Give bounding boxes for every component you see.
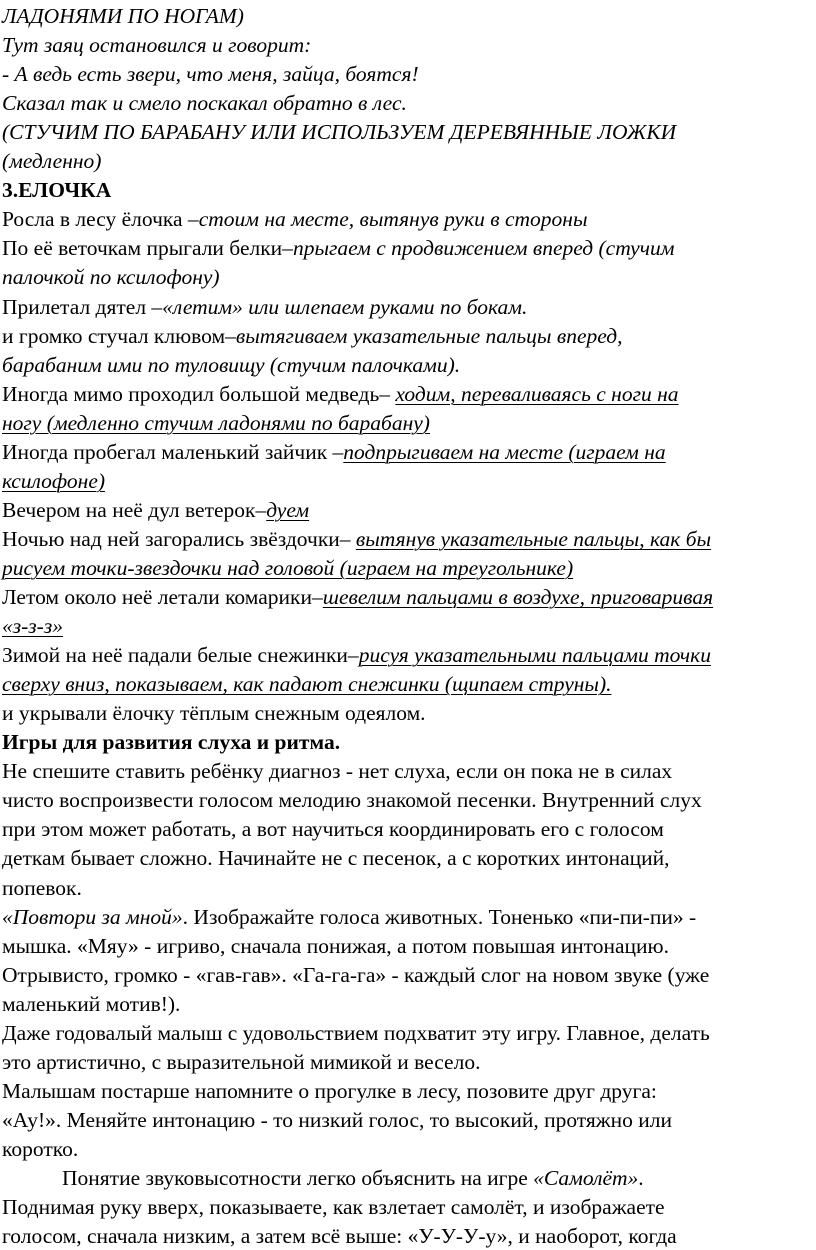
text-segment: ЛАДОНЯМИ ПО НОГАМ) — [2, 4, 244, 28]
text-line — [2, 1193, 665, 1221]
text-segment: вытянув указательные пальцы, как бы — [355, 526, 712, 551]
text-segment: Не спешите ставить ребёнку диагноз - нет слуха, если он пока не в силах — [2, 759, 673, 784]
text-line — [2, 409, 430, 437]
text-segment: при этом может работать, а вот научиться координировать его с голосом — [2, 817, 664, 842]
text-segment: рисуя указательными пальцами точки — [358, 643, 711, 668]
text-line — [2, 293, 527, 321]
text-line — [2, 612, 63, 640]
text-line — [2, 205, 588, 233]
text-line — [2, 815, 664, 843]
text-segment: Летом около неё летали комарики– — [2, 585, 323, 609]
text-segment: и громко стучал клювом– — [2, 323, 236, 348]
text-line — [2, 932, 669, 960]
text-line — [2, 234, 674, 262]
text-segment: Иногда пробегал маленький зайчик – — [2, 439, 344, 464]
text-line — [2, 728, 340, 756]
text-segment: «Ау!». Меняйте интонацию - то низкий голос, то высокий, протяжно или — [2, 1107, 673, 1132]
text-line — [2, 438, 666, 466]
text-segment: Росла в лесу ёлочка – — [2, 207, 199, 232]
text-segment: Сказал так и смело поскакал обратно в лес. — [2, 91, 407, 116]
text-segment: это артистично, с выразительной мимикой и весело. — [2, 1049, 481, 1074]
text-segment: палочкой по ксилофону) — [2, 265, 220, 290]
text-line — [2, 60, 419, 88]
text-line — [2, 1135, 78, 1163]
text-segment: По её веточкам прыгали белки– — [2, 236, 293, 261]
text-segment: ксилофоне) — [2, 468, 106, 493]
text-segment: «летим» или шлепаем руками по бокам. — [162, 294, 528, 319]
text-segment: голосом, сначала низким, а затем всё выше: «У-У-У-у», и наоборот, когда — [2, 1224, 677, 1249]
text-segment: вытягиваем указательные пальцы вперед, — [235, 323, 623, 348]
text-segment: Иногда мимо проходил большой медведь– — [2, 381, 396, 406]
text-segment: (медленно) — [2, 149, 102, 174]
text-line — [2, 2, 244, 30]
text-line — [2, 844, 670, 872]
text-line — [2, 176, 111, 204]
text-segment: коротко. — [2, 1136, 79, 1161]
text-segment: Понятие звуковысотности легко объяснить на игре — [62, 1166, 534, 1190]
text-segment: Тут заяц остановился и говорит: — [2, 33, 312, 58]
text-line — [2, 961, 709, 989]
text-segment: «з-з-з» — [2, 614, 63, 639]
text-line — [2, 641, 711, 669]
text-segment: шевелим пальцами в воздухе, приговаривая — [322, 585, 714, 609]
text-segment: Игры для развития слуха и ритма. — [2, 730, 341, 755]
text-segment: дуем — [266, 497, 310, 522]
text-segment: Отрывисто, громко - «гав-гав». «Га-га-га» - каждый слог на новом звуке (уже — [2, 962, 710, 987]
text-line — [2, 990, 180, 1018]
text-segment: деткам бывает сложно. Начинайте не с песенок, а с коротких интонаций, — [2, 846, 670, 871]
text-line — [2, 1019, 710, 1047]
text-line — [2, 874, 82, 902]
text-segment: и укрывали ёлочку тёплым снежным одеялом. — [2, 701, 426, 726]
text-segment: Прилетал дятел – — [2, 294, 163, 319]
text-line — [62, 1164, 644, 1192]
text-line — [2, 583, 713, 611]
text-segment: . — [638, 1166, 644, 1190]
text-line — [2, 1106, 672, 1134]
text-segment: Вечером на неё дул ветерок– — [2, 497, 267, 522]
text-segment: подпрыгиваем на месте (играем на — [343, 439, 666, 464]
text-line — [2, 699, 426, 727]
text-segment: (СТУЧИМ ПО БАРАБАНУ ИЛИ ИСПОЛЬЗУЕМ ДЕРЕВЯННЫЕ ЛОЖКИ — [2, 120, 677, 145]
text-line — [2, 525, 711, 553]
text-line — [2, 322, 623, 350]
text-segment: ходим, переваливаясь с ноги на — [395, 381, 679, 406]
text-line — [2, 31, 311, 59]
text-segment: «Повтори за мной» — [2, 904, 183, 929]
text-segment: Поднимая руку вверх, показываете, как взлетает самолёт, и изображаете — [2, 1195, 665, 1220]
text-line — [2, 263, 220, 291]
text-line — [2, 89, 407, 117]
text-segment: Малышам постарше напомните о прогулке в лесу, позовите друг друга: — [2, 1078, 657, 1103]
text-segment: стоим на месте, вытянув руки в стороны — [198, 207, 588, 232]
text-segment: маленький мотив!). — [2, 991, 181, 1016]
text-line — [2, 786, 702, 814]
text-line — [2, 147, 101, 175]
text-segment: прыгаем с продвижением вперед (стучим — [292, 236, 675, 261]
text-line — [2, 496, 309, 524]
text-line — [2, 1048, 480, 1076]
text-segment: Даже годовалый малыш с удовольствием подхватит эту игру. Главное, делать — [2, 1020, 710, 1045]
text-segment: Зимой на неё падали белые снежинки– — [2, 643, 359, 668]
text-segment: мышка. «Мяу» - игриво, сначала понижая, а потом повышая интонацию. — [2, 933, 669, 958]
text-line — [2, 670, 612, 698]
text-segment: чисто воспроизвести голосом мелодию знакомой песенки. Внутренний слух — [2, 788, 702, 813]
text-line — [2, 903, 696, 931]
text-segment: «Самолёт» — [533, 1166, 639, 1190]
text-line — [2, 351, 460, 379]
text-line — [2, 1077, 657, 1105]
text-line — [2, 757, 672, 785]
text-segment: 3.ЕЛОЧКА — [2, 178, 112, 203]
text-segment: рисуем точки-звездочки над головой (играем на треугольнике) — [2, 555, 574, 580]
text-line — [2, 467, 105, 495]
text-segment: ногу (медленно стучим ладонями по барабану) — [2, 410, 430, 435]
text-line — [2, 1222, 677, 1250]
text-segment: Ночью над ней загорались звёздочки– — [2, 526, 356, 551]
text-segment: . Изображайте голоса животных. Тоненько «пи-пи-пи» - — [182, 904, 697, 929]
text-segment: барабаним ими по туловищу (стучим палочками). — [2, 352, 461, 377]
text-segment: попевок. — [2, 875, 82, 900]
text-line — [2, 380, 679, 408]
text-segment: сверху вниз, показываем, как падают снежинки (щипаем струны). — [2, 672, 612, 697]
text-line — [2, 118, 676, 146]
text-line — [2, 554, 573, 582]
text-segment: - А ведь есть звери, что меня, зайца, боятся! — [2, 62, 419, 87]
